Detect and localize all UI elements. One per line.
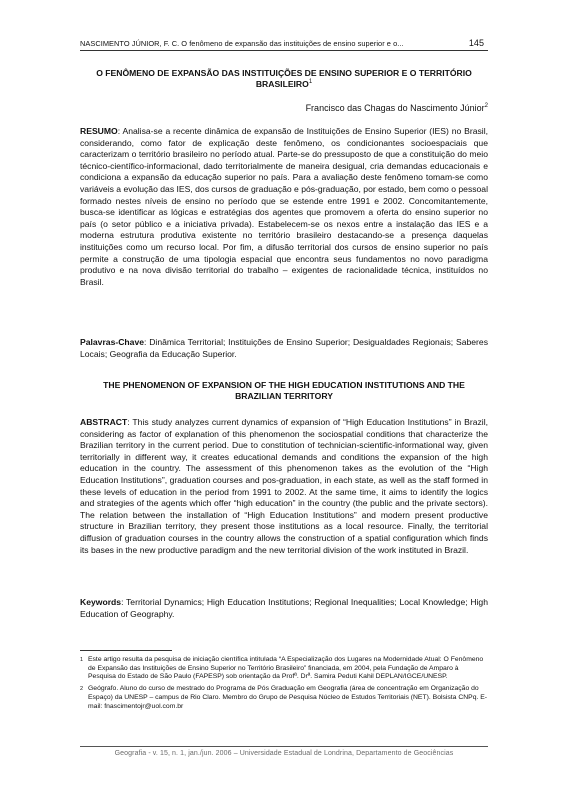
- resumo-label: RESUMO: [80, 126, 118, 136]
- palavras-chave-text: : Dinâmica Territorial; Instituições de Ensino Superior; Desigualdades Regionais; Saberes Locais; Geografia da Educação Superior.: [80, 337, 488, 359]
- title-footnote-mark[interactable]: 1: [308, 79, 313, 86]
- keywords-text: : Territorial Dynamics; High Education Institutions; Regional Inequalities; Local Knowledge; High Education of Geography.: [80, 597, 488, 619]
- abstract-text: : This study analyzes current dynamics of expansion of “High Education Institutions” in Brazil, considering as factor of explanation of this phenomenon the sociospatial conditions that characterize the Brazilian territory in the current period. Due to constitution of technician-scientific-informational way, given territorially in different way, it creates educational demands and conditions the expansion of the high education in the country. The assessment of this phenomenon takes as the evolution of the “High Education Institutions”, graduation courses and pos-graduation, in each state, as well as the staff formed in these levels of education in the period from 1991 to 2002. At the same time, it aims to identify the logics and strategies of the agents which offer “high education” in the country (the public and the private sectors). The relation between the installation of “High Education Institutions” and modern present productive structure in Brazilian territory, they present those institutions as a local resource. Finally, the territorial diffusion of graduation courses in the country allows the construction of a spatial configuration which finds its bases in the new productive paradigm and the new territorial division of the work instituted in Brazil.: [80, 417, 488, 555]
- resumo-paragraph: [80, 126, 488, 288]
- keywords-label: Keywords: [80, 597, 122, 607]
- footnote-mark: 1: [80, 657, 84, 663]
- page-number: 145: [468, 38, 484, 48]
- resumo-text: : Analisa-se a recente dinâmica de expansão de Instituições de Ensino Superior (IES) no Brasil, considerando, como fator de explicação deste fenômeno, os condicionantes socioespaciais que caracterizam o território brasileiro no período atual. Parte-se do pressuposto de que a constituição do meio técnico-científico-informacional, dado territorialmente de maneira desigual, cria demandas educacionais e condiciona a expansão da educação superior no país. Para a avaliação deste fenômeno tomam-se como variáveis a evolução das IES, dos cursos de graduação e pós-graduação, por estado, bem como o pessoal formado nestes níveis de ensino no período que se estende entre 1991 e 2002. Concomitantemente, busca-se identificar as lógicas e estratégias dos agentes que promovem a oferta do ensino superior no país (o setor público e a iniciativa privada). Estabelecem-se os nexos entre a instalação das IES e a moderna estrutura produtiva existente no território brasileiro destacando-se a presença daquelas instituições como um recurso local. Por fim, a difusão territorial dos cursos de ensino superior no país permite a construção de uma tipologia espacial que encontra seus fundamentos no novo paradigma produtivo e na nova divisão territorial do trabalho – exigentes de racionalidade técnica, instituídos no Brasil.: [80, 126, 488, 287]
- footnote-text: Este artigo resulta da pesquisa de iniciação científica intitulada “A Especialização dos Lugares na Modernidade Atual: O Fenômeno de Expansão das Instituições de Ensino Superior no Território Brasileiro” financiada, em 2004, pela Fundação de Amparo à Pesquisa do Estado de São Paulo (FAPESP) sob orientação da Profª. Drª. Samira Peduti Kahil DEPLAN/IGCE/UNESP.: [88, 656, 484, 681]
- footnote-rule: [80, 650, 172, 651]
- article-title-text: O FENÔMENO DE EXPANSÃO DAS INSTITUIÇÕES DE ENSINO SUPERIOR E O TERRITÓRIO BRASILEIRO: [96, 68, 472, 89]
- header-rule: [80, 50, 488, 51]
- english-title-text: THE PHENOMENON OF EXPANSION OF THE HIGH EDUCATION INSTITUTIONS AND THE BRAZILIAN TERRITORY: [103, 380, 465, 401]
- author-name: Francisco das Chagas do Nascimento Júnior: [305, 103, 485, 113]
- author-footnote-mark[interactable]: 2: [484, 103, 488, 109]
- abstract-label: ABSTRACT: [80, 417, 128, 427]
- palavras-chave-label: Palavras-Chave: [80, 337, 145, 347]
- keywords-paragraph: [80, 597, 488, 620]
- footnote-mark: 2: [80, 686, 84, 693]
- running-head: [80, 38, 484, 48]
- footnotes: [80, 656, 488, 714]
- footer-text: Geografia - v. 15, n. 1, jan./jun. 2006 – Universidade Estadual de Londrina, Departamento de Geociências: [114, 750, 454, 757]
- english-title: [80, 380, 488, 402]
- journal-footer: [80, 750, 488, 757]
- footnote-text: Geógrafo. Aluno do curso de mestrado do Programa de Pós Graduação em Geografia (área de concentração em Organização do Espaço) da UNESP – campus de Rio Claro. Membro do Grupo de Pesquisa Núcleo de Estudos Territoriais (NET). Bolsista CNPq. E-mail: fnascimentojr@uol.com.br: [88, 685, 488, 710]
- abstract-paragraph: [80, 417, 488, 556]
- running-head-text: NASCIMENTO JÚNIOR, F. C. O fenômeno de expansão das instituições de ensino superior e o...: [80, 39, 404, 48]
- article-title: [80, 68, 488, 90]
- palavras-chave-paragraph: [80, 337, 488, 360]
- author-line: [80, 103, 488, 114]
- footnote-2: [80, 685, 488, 711]
- footer-rule: [80, 746, 488, 747]
- footnote-1: [80, 656, 488, 682]
